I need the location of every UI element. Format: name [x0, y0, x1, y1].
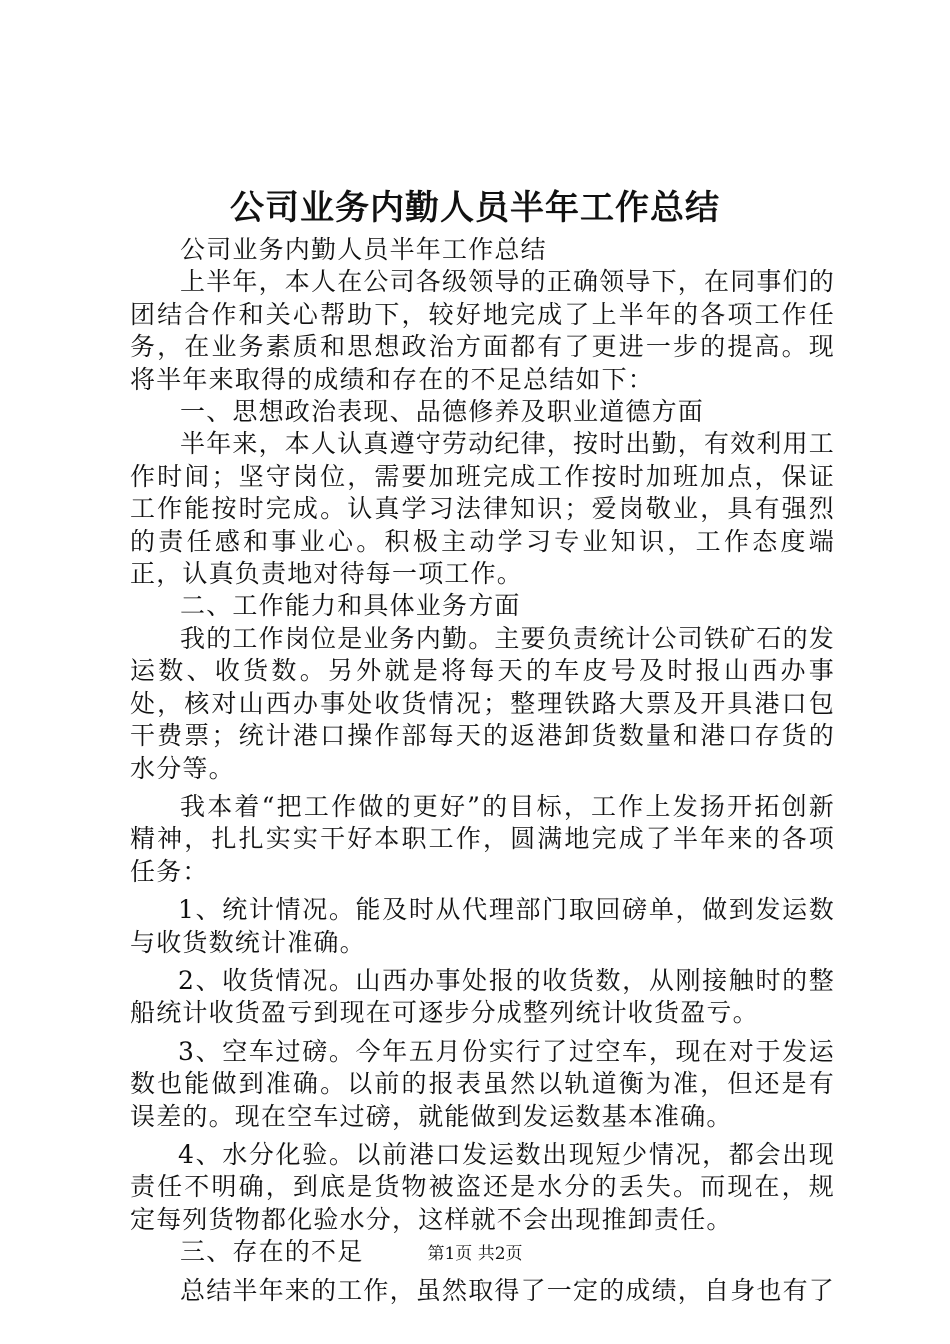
list-item-1: 1、统计情况。能及时从代理部门取回磅单，做到发运数与收货数统计准确。: [130, 895, 835, 957]
section-heading-1: 一、思想政治表现、品德修养及职业道德方面: [180, 397, 705, 427]
paragraph-subtitle: 公司业务内勤人员半年工作总结: [180, 235, 547, 264]
paragraph-goal: 我本着“把工作做的更好”的目标，工作上发扬开拓创新精神，扎扎实实干好本职工作，圆满地完成了半年来的各项任务：: [130, 791, 835, 886]
document-title: 公司业务内勤人员半年工作总结: [230, 188, 720, 228]
paragraph-intro: 上半年，本人在公司各级领导的正确领导下，在同事们的团结合作和关心帮助下，较好地完成了上半年的各项工作任务，在业务素质和思想政治方面都有了更进一步的提高。现将半年来取得的成绩和存在的不足总结如下：: [130, 267, 836, 394]
section-heading-2: 二、工作能力和具体业务方面: [180, 591, 521, 621]
page-number: 第1页 共2页: [427, 1244, 523, 1264]
list-item-2: 2、收货情况。山西办事处报的收货数，从刚接触时的整船统计收货盈亏到现在可逐步分成整列统计收货盈亏。: [130, 965, 835, 1028]
document-body: [130, 234, 835, 1307]
paragraph-section-3: 总结半年来的工作，虽然取得了一定的成绩，自身也有了: [180, 1275, 836, 1305]
paragraph-section-2: 我的工作岗位是业务内勤。主要负责统计公司铁矿石的发运数、收货数。另外就是将每天的车皮号及时报山西办事处，核对山西办事处收货情况；整理铁路大票及开具港口包干费票；统计港口操作部每天的返港卸货数量和港口存货的水分等。: [130, 623, 836, 783]
section-heading-3: 三、存在的不足: [180, 1237, 364, 1267]
paragraph-section-1: 半年来，本人认真遵守劳动纪律，按时出勤，有效利用工作时间；坚守岗位，需要加班完成工作按时加班加点，保证工作能按时完成。认真学习法律知识；爱岗敬业，具有强烈的责任感和事业心。积极主动学习专业知识，工作态度端正，认真负责地对待每一项工作。: [130, 429, 836, 589]
list-item-4: 4、水分化验。以前港口发运数出现短少情况，都会出现责任不明确，到底是货物被盗还是水分的丢失。而现在，规定每列货物都化验水分，这样就不会出现推卸责任。: [130, 1139, 835, 1234]
list-item-3: 3、空车过磅。今年五月份实行了过空车，现在对于发运数也能做到准确。以前的报表虽然以轨道衡为准，但还是有误差的。现在空车过磅，就能做到发运数基本准确。: [130, 1036, 835, 1131]
